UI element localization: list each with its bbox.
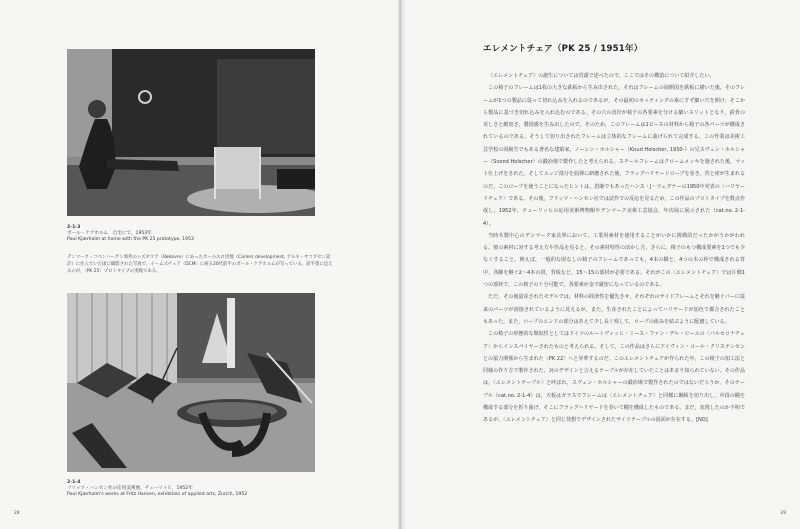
left-page bbox=[0, 0, 399, 529]
figure-2-caption-en: Poul Kjærholm's works at Fritz Hansen, exhibition of applied arts, Zurich, 1952 bbox=[67, 492, 248, 498]
figure-1-caption-ja: ポール・ケアホルム 自宅にて，1953年 bbox=[67, 231, 152, 237]
body-text bbox=[483, 70, 745, 427]
paragraph: 当時木製中心のデンマーク家具界において，工業用素材を使用することがいかに挑戦的だったかがうかがわれる。彼の素材に対する考え方や作品を見ると，その素材特性の活かし方，さらに，椅子のもつ構成要素を1つでも少なくすること。例えば，一般的な財なしの椅子のフレームであっても，4本の脚と，4つの木の枠で構成される背中，各脚を継ぐ2～4本の貫，背板など，15～15の部材が必要である。それがこの〈エレメントチェア〉では片側1つの部材で，この椅子の十分可能で，各要素が金で厳密になっているのである。 bbox=[483, 232, 745, 289]
paragraph: この椅子の形態的な類似性としてはドイツのルートヴィッヒ・ミース・ファン・デル・ローエの〈バルセロナチェア〉からインスパイヤーされたものと考えられる。そして，この作品はさらにアイヴィン・コール・クリステンセンとの協力関係から生まれた〈PK 22〉へと昇華するのだ。このエレメントチェアが作られた年，この椅子の加工法と同様の作り方で製作された，対のデザインと言えるテーブルが存在していたことはあまり知られていない。その作品は，〈エレメントテーブル〉と呼ばれ，スヴェン・ホルシャーの鍛冶場で製作されたのではないだろうか。そのテーブル（cat.no. 2-1-4）は，天板はガラスでフレームは〈エレメントチェア〉と同様に鋼板を切り出し，中段の棚を構成する部分を折り曲げ，そこにフラッグハリヤードを巻いて棚を構成したものである。まだ，実現したのか不明であるが，〈エレメントチェア〉と同じ発想でデザインされたサイドテーブルの図面が存在する。[NO] bbox=[483, 331, 745, 424]
paragraph: ただ，その後量産されたモデルでは，材料の経済性を優先させ，それぞれのサイドフレームとそれを継ぐバーに従来のパーツが溶接されているように見えるが，また，生産されたことによってハリヤードが加色で都合されたこともあった。また，ロープのエンドの部分はあえて少し長く残して，ロープの組みを結ぶように配慮している。 bbox=[483, 294, 745, 325]
paragraph: この椅子のフレームは1枚の大きな鉄板から生み出された。それはフレームの展開図を鉄板に描いた後，そのフレームが1つの製品に従って切れ込みを入れるのであるが，その最初のカッティングの素にすず細い穴を開け，そこから製品に基づき切れ込みを入れ込むのである。その穴の直径が椅子の各要素を分ける細いスリットとなり，鉄骨の美しさと緻密さ，製図感を生み出したので，そのため，このフレームは1ピースの材料から椅子の各パーツが構成されているのである。そうして切り出されたフレームは立体的なフレームに曲げられて完成する。この作業は美術工芸学校の同級生でもある著名な建築家，ノーレン・ホルシャー（Knud Holscher, 1930-）の兄スヴェン・ホルシャー（Svend Holscher）の鍛冶場で製作したと考えられる。スチールフレームはクロームメッキを施された後，マット仕上げをされた。そしてエッジ部分を曲弾に研磨された後，フラッグハリヤードロープを巻き，背と座が生まれるのだ。このロープを使うことになったヒントは，恩師でもあったハンス・J・ウェグナーの1950年発表の〈ハリヤードチェア〉である。その後，フリッツ・ハンセン社では試作での反応を見るため，この作品のプロトタイプを数点作成し，1952年，チューリッヒの応用美術博物館やデンマーク美術工芸協会，年次展に展示された（cat.no. 2-1-4）。 bbox=[483, 85, 745, 227]
figure-2-caption-ja: フリッツ・ハンセン社の応用美術展，チューリッヒ，1952年 bbox=[67, 486, 193, 492]
figure-1-number: 2-1-3 bbox=[67, 225, 81, 230]
photo-exhibition-zurich bbox=[67, 293, 315, 472]
section-heading: エレメントチェア（PK 25 / 1951年） bbox=[483, 44, 643, 54]
photo-kjaerholm-at-home bbox=[67, 49, 315, 216]
paragraph: 〈エレメントチェア〉の誕生については冒頭で述べたので，ここではその構造について紹介したい。 bbox=[488, 73, 715, 79]
figure-1-description: デンマーク・コペンハーゲン郊外のレズオウア（Rødovre）にあったカールスロ団地（Carlers development, アルネ・ヤコブセン設計）に住んでいた頃に撮影された写真で，イームズチェア〈DCM〉に座る20代前半のポール・ケアホルムが写っている。前半奥に見えるのが，〈PK 25〉プロトタイプの実践である。 bbox=[67, 255, 333, 274]
figure-1-caption-en: Poul Kjærholm at home with the PK 25 prototype, 1953 bbox=[67, 237, 194, 243]
page-number-right: 29 bbox=[780, 511, 786, 516]
figure-2-number: 2-1-4 bbox=[67, 480, 81, 485]
figure-1-caption bbox=[67, 225, 327, 244]
book-gutter bbox=[396, 0, 406, 529]
page-number-left: 28 bbox=[14, 511, 20, 516]
right-page bbox=[401, 0, 800, 529]
figure-2-caption bbox=[67, 480, 327, 499]
